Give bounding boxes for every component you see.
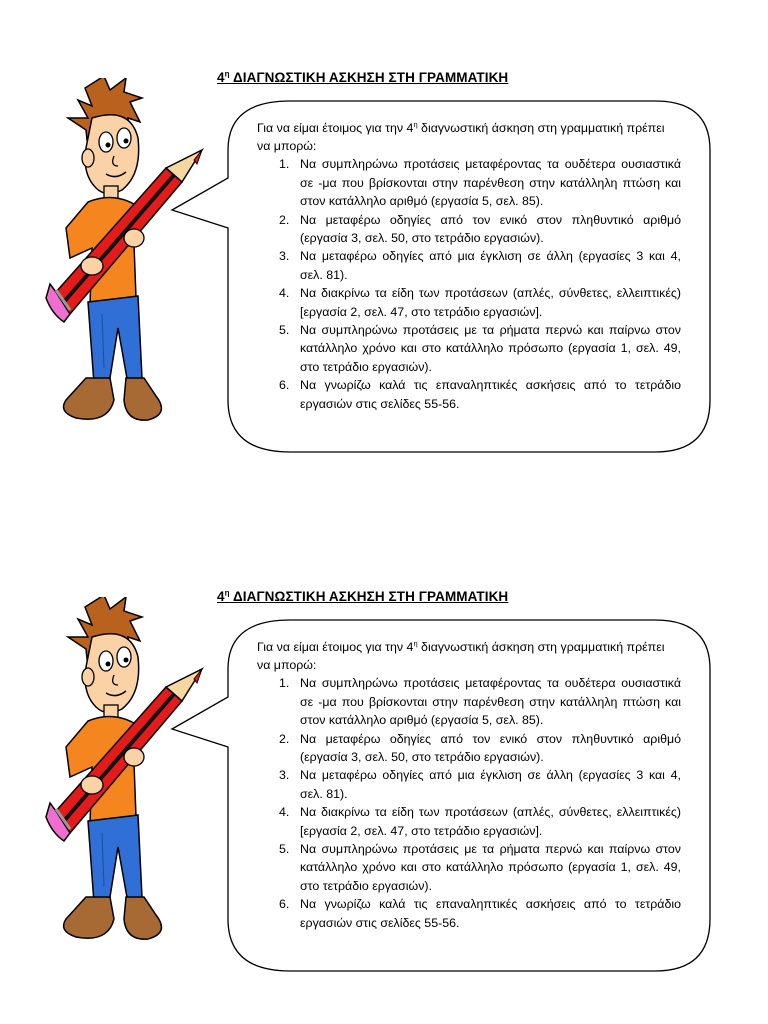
list-item-text: Να συμπληρώνω προτάσεις με τα ρήματα περνώ και παίρνω στον κατάλληλο χρόνο και στο κατάλληλο πρόσωπο (εργασία 1, σελ. 49, στο τετράδιο εργασιών). xyxy=(300,323,681,374)
list-item xyxy=(279,321,681,376)
title-superscript: η xyxy=(224,69,230,79)
worksheet-title xyxy=(217,589,508,604)
list-item-number: 3. xyxy=(279,768,290,783)
intro-part-b: διαγνωστική άσκηση στη γραμματική πρέπει να μπορώ: xyxy=(257,121,665,154)
intro-part-b: διαγνωστική άσκηση στη γραμματική πρέπει να μπορώ: xyxy=(257,640,665,673)
list-item-text: Να συμπληρώνω προτάσεις μεταφέροντας τα ουδέτερα ουσιαστικά σε -μα που βρίσκονται στην παρένθεση στην κατάλληλη πτώση και στον κατάλληλο αριθμό (εργασία 5, σελ. 85). xyxy=(300,676,681,727)
list-item-number: 1. xyxy=(279,157,290,172)
list-item xyxy=(279,674,681,729)
intro-superscript: η xyxy=(413,638,418,648)
boy-with-pencil-illustration xyxy=(30,78,220,438)
list-item-number: 2. xyxy=(279,212,290,227)
list-item-text: Να γνωρίζω καλά τις επαναληπτικές ασκήσεις από το τετράδιο εργασιών στις σελίδες 55-56. xyxy=(300,378,681,411)
list-item-text: Να μεταφέρω οδηγίες από τον ενικό στον πληθυντικό αριθμό (εργασία 3, σελ. 50, στο τετράδιο εργασιών). xyxy=(300,212,681,245)
skills-list xyxy=(257,674,681,931)
boy-with-pencil-illustration xyxy=(30,597,220,957)
intro-sentence xyxy=(257,638,681,674)
list-item xyxy=(279,155,681,210)
title-text: ΔΙΑΓΝΩΣΤΙΚΗ ΑΣΚΗΣΗ ΣΤΗ ΓΡΑΜΜΑΤΙΚΗ xyxy=(229,70,509,85)
list-item-text: Να μεταφέρω οδηγίες από τον ενικό στον πληθυντικό αριθμό (εργασία 3, σελ. 50, στο τετράδιο εργασιών). xyxy=(300,731,681,764)
intro-superscript: η xyxy=(413,119,418,129)
list-item-text: Να μεταφέρω οδηγίες από μια έγκλιση σε άλλη (εργασίες 3 και 4, σελ. 81). xyxy=(300,768,681,801)
list-item xyxy=(279,376,681,412)
bubble-content xyxy=(257,119,681,413)
list-item xyxy=(279,247,681,283)
title-number: 4 xyxy=(217,589,225,604)
list-item-number: 5. xyxy=(279,842,290,857)
list-item-text: Να διακρίνω τα είδη των προτάσεων (απλές, σύνθετες, ελλειπτικές) [εργασία 2, σελ. 47, στο τετράδιο εργασιών]. xyxy=(300,286,681,319)
list-item xyxy=(279,211,681,247)
title-text: ΔΙΑΓΝΩΣΤΙΚΗ ΑΣΚΗΣΗ ΣΤΗ ΓΡΑΜΜΑΤΙΚΗ xyxy=(229,589,509,604)
list-item xyxy=(279,766,681,802)
list-item-number: 3. xyxy=(279,249,290,264)
list-item-number: 1. xyxy=(279,676,290,691)
title-number: 4 xyxy=(217,70,225,85)
worksheet-title xyxy=(217,70,508,85)
intro-part-a: Για να είμαι έτοιμος για την 4 xyxy=(257,121,414,135)
list-item-text: Να γνωρίζω καλά τις επαναληπτικές ασκήσεις από το τετράδιο εργασιών στις σελίδες 55-56. xyxy=(300,897,681,930)
list-item-number: 4. xyxy=(279,805,290,820)
list-item xyxy=(279,730,681,766)
list-item-number: 4. xyxy=(279,286,290,301)
list-item-text: Να διακρίνω τα είδη των προτάσεων (απλές, σύνθετες, ελλειπτικές) [εργασία 2, σελ. 47, στο τετράδιο εργασιών]. xyxy=(300,805,681,838)
title-superscript: η xyxy=(224,588,230,598)
list-item xyxy=(279,840,681,895)
skills-list xyxy=(257,155,681,412)
list-item-number: 5. xyxy=(279,323,290,338)
exercise-sheet xyxy=(0,0,768,500)
list-item xyxy=(279,803,681,839)
list-item-number: 6. xyxy=(279,897,290,912)
list-item-number: 2. xyxy=(279,731,290,746)
list-item-text: Να μεταφέρω οδηγίες από μια έγκλιση σε άλλη (εργασίες 3 και 4, σελ. 81). xyxy=(300,249,681,282)
list-item xyxy=(279,284,681,320)
list-item-text: Να συμπληρώνω προτάσεις με τα ρήματα περνώ και παίρνω στον κατάλληλο χρόνο και στο κατάλληλο πρόσωπο (εργασία 1, σελ. 49, στο τετράδιο εργασιών). xyxy=(300,842,681,893)
intro-sentence xyxy=(257,119,681,155)
exercise-sheet xyxy=(0,519,768,1019)
list-item-text: Να συμπληρώνω προτάσεις μεταφέροντας τα ουδέτερα ουσιαστικά σε -μα που βρίσκονται στην παρένθεση στην κατάλληλη πτώση και στον κατάλληλο αριθμό (εργασία 5, σελ. 85). xyxy=(300,157,681,208)
intro-part-a: Για να είμαι έτοιμος για την 4 xyxy=(257,640,414,654)
list-item xyxy=(279,895,681,931)
list-item-number: 6. xyxy=(279,378,290,393)
bubble-content xyxy=(257,638,681,932)
